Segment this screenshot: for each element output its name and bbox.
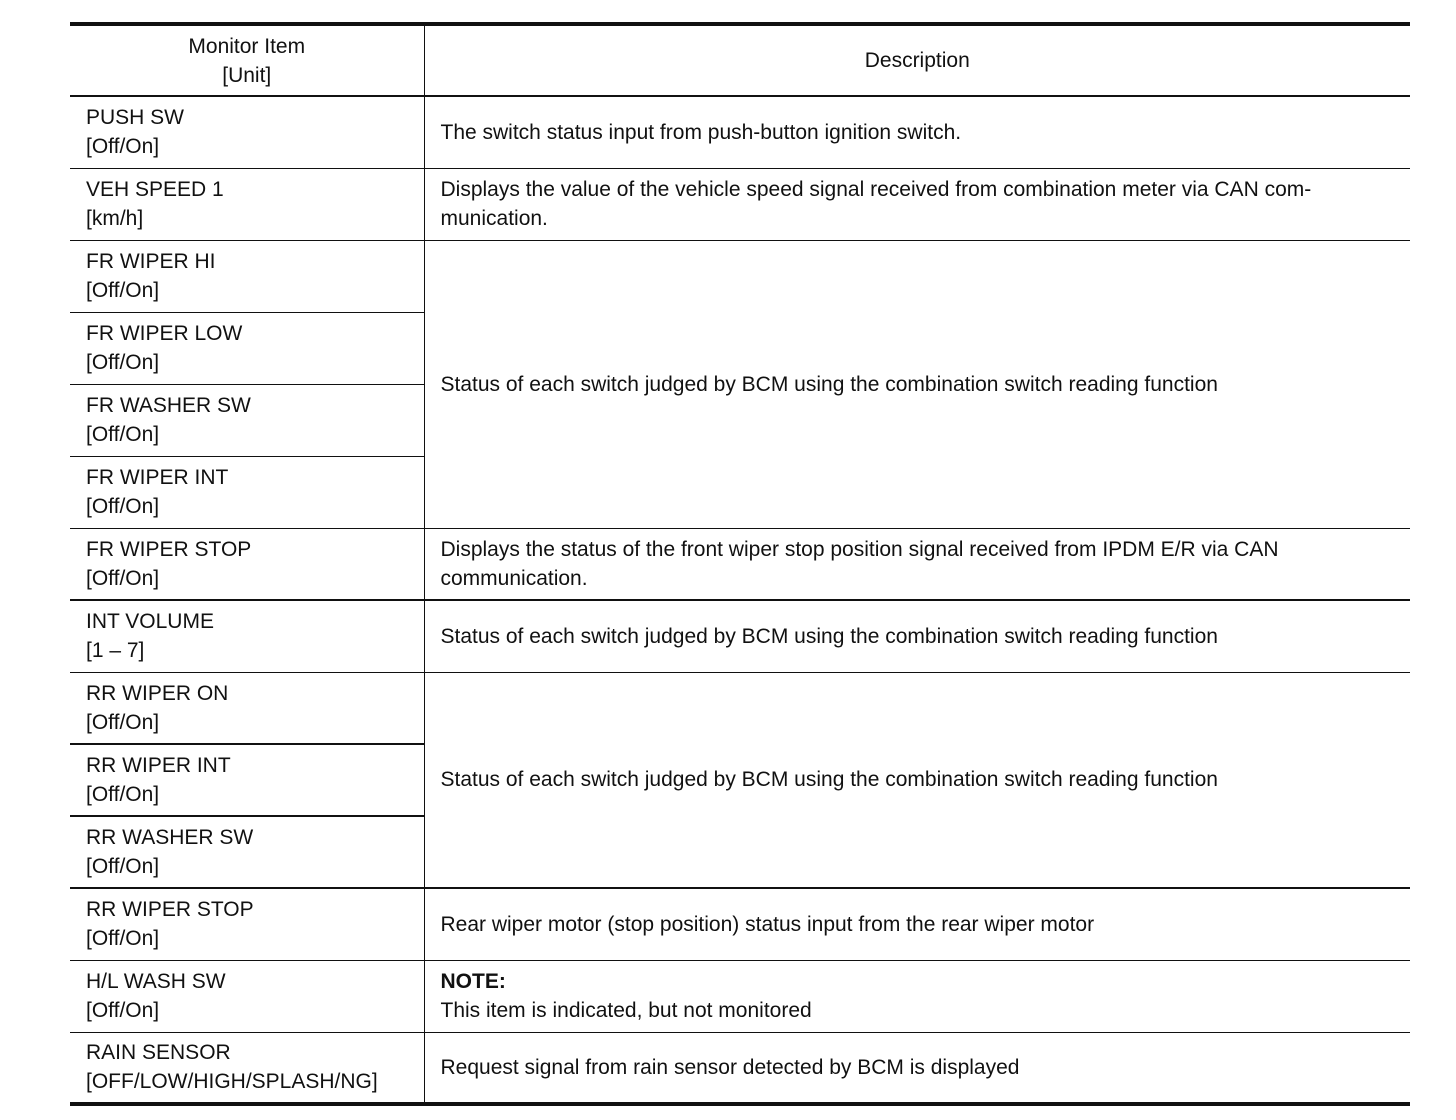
header-description bbox=[424, 24, 1410, 96]
monitor-item-name: FR WIPER INT bbox=[86, 466, 229, 489]
monitor-item-cell bbox=[70, 96, 424, 168]
monitor-item-cell bbox=[70, 600, 424, 672]
table-row bbox=[70, 240, 1410, 312]
monitor-item-unit: [Off/On] bbox=[86, 783, 160, 806]
description-cell: Status of each switch judged by BCM using the combination switch reading function bbox=[424, 240, 1410, 528]
monitor-item-cell bbox=[70, 888, 424, 960]
monitor-item-name: RR WIPER ON bbox=[86, 681, 229, 705]
table-row bbox=[70, 168, 1410, 240]
monitor-item-cell bbox=[70, 240, 424, 312]
note-text: This item is indicated, but not monitored bbox=[440, 999, 812, 1022]
monitor-item-cell bbox=[70, 816, 424, 888]
monitor-item-unit: [Off/On] bbox=[86, 566, 160, 590]
monitor-item-unit: [Off/On] bbox=[86, 999, 160, 1022]
note-label: NOTE: bbox=[440, 970, 506, 993]
monitor-item-name: FR WASHER SW bbox=[86, 394, 251, 417]
monitor-item-cell bbox=[70, 744, 424, 816]
monitor-item-cell bbox=[70, 456, 424, 528]
header-item-label: Monitor Item bbox=[188, 34, 306, 58]
monitor-item-cell bbox=[70, 960, 424, 1032]
monitor-item-unit: [Off/On] bbox=[86, 927, 160, 951]
monitor-item-cell bbox=[70, 528, 424, 600]
header-unit-label: [Unit] bbox=[222, 63, 272, 87]
table-row bbox=[70, 960, 1410, 1032]
table-row bbox=[70, 888, 1410, 960]
monitor-item-unit: [Off/On] bbox=[86, 351, 160, 374]
monitor-item-unit: [Off/On] bbox=[86, 423, 160, 446]
monitor-item-cell bbox=[70, 384, 424, 456]
table-row bbox=[70, 96, 1410, 168]
table-row bbox=[70, 528, 1410, 600]
monitor-item-name: VEH SPEED 1 bbox=[86, 178, 224, 201]
monitor-item-name: FR WIPER HI bbox=[86, 250, 216, 273]
monitor-item-name: RR WASHER SW bbox=[86, 826, 254, 849]
monitor-item-name: H/L WASH SW bbox=[86, 970, 226, 993]
monitor-item-cell bbox=[70, 312, 424, 384]
description-cell: Status of each switch judged by BCM using the combination switch reading function bbox=[424, 600, 1410, 672]
monitor-item-name: INT VOLUME bbox=[86, 610, 214, 634]
monitor-item-name: RR WIPER STOP bbox=[86, 898, 254, 922]
monitor-item-cell bbox=[70, 168, 424, 240]
monitor-item-unit: [Off/On] bbox=[86, 495, 160, 518]
description-cell bbox=[424, 960, 1410, 1032]
table-row bbox=[70, 672, 1410, 744]
table-row bbox=[70, 600, 1410, 672]
description-cell: Status of each switch judged by BCM using the combination switch reading function bbox=[424, 672, 1410, 888]
monitor-item-unit: [Off/On] bbox=[86, 855, 160, 878]
description-cell: Displays the status of the front wiper stop position signal received from IPDM E/R via CAN communication. bbox=[424, 528, 1410, 600]
table-row bbox=[70, 1032, 1410, 1104]
monitor-item-unit: [km/h] bbox=[86, 207, 144, 230]
header-monitor-item bbox=[70, 24, 424, 96]
description-cell: The switch status input from push-button ignition switch. bbox=[424, 96, 1410, 168]
header-description-label: Description bbox=[864, 49, 970, 72]
monitor-item-name: RAIN SENSOR bbox=[86, 1041, 231, 1065]
monitor-item-table bbox=[70, 22, 1410, 1106]
monitor-item-unit: [Off/On] bbox=[86, 279, 160, 302]
monitor-item-unit: [Off/On] bbox=[86, 135, 160, 159]
description-cell: Rear wiper motor (stop position) status input from the rear wiper motor bbox=[424, 888, 1410, 960]
table-header-row bbox=[70, 24, 1410, 96]
monitor-item-name: FR WIPER STOP bbox=[86, 537, 252, 561]
monitor-item-name: FR WIPER LOW bbox=[86, 322, 243, 345]
monitor-item-name: RR WIPER INT bbox=[86, 754, 231, 777]
description-cell: Request signal from rain sensor detected by BCM is displayed bbox=[424, 1032, 1410, 1104]
monitor-item-name: PUSH SW bbox=[86, 106, 185, 130]
monitor-item-unit: [1 – 7] bbox=[86, 639, 145, 663]
monitor-item-unit: [Off/On] bbox=[86, 710, 160, 734]
monitor-item-cell bbox=[70, 1032, 424, 1104]
monitor-item-unit: [OFF/LOW/HIGH/SPLASH/NG] bbox=[86, 1070, 378, 1094]
description-cell: Displays the value of the vehicle speed signal received from combination meter via CAN com-munication. bbox=[424, 168, 1410, 240]
monitor-item-cell bbox=[70, 672, 424, 744]
